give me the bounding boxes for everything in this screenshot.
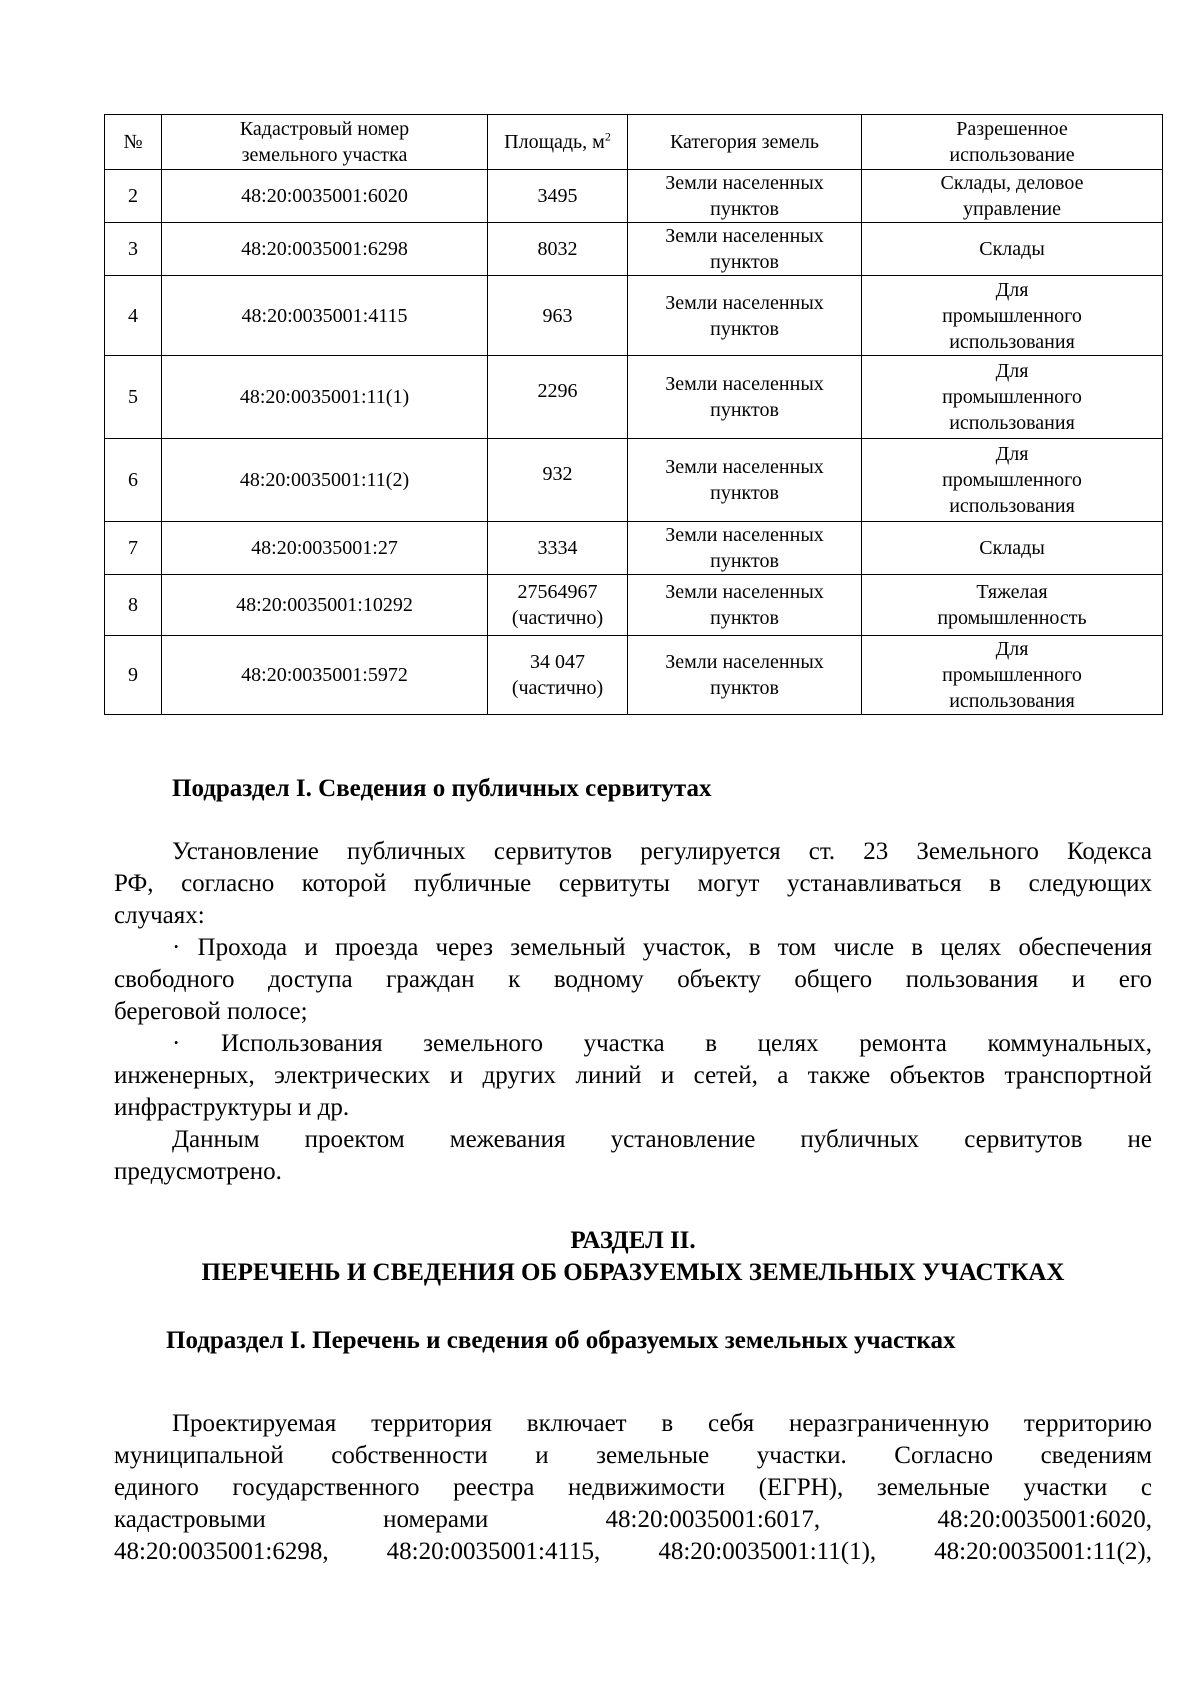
header-num: № (105, 115, 162, 170)
row-use: Для промышленного использования (862, 356, 1163, 439)
row-cadastral: 48:20:0035001:6020 (162, 170, 488, 223)
row-area: 8032 (488, 223, 628, 276)
row-category: Земли населенных пунктов (628, 439, 862, 522)
row-category: Земли населенных пунктов (628, 276, 862, 356)
row-use: Тяжелая промышленность (862, 575, 1163, 636)
text-line: Проектируемая территория включает в себя неразграниченную территорию (172, 1410, 1152, 1437)
section-2-number: РАЗДЕЛ II. (570, 1227, 696, 1254)
text-line: · Прохода и проезда через земельный участок, в том числе в целях обеспечения (172, 934, 1152, 961)
subsection-formed-plots-title: Подраздел I. Перечень и сведения об образуемых земельных участках (166, 1327, 956, 1354)
row-cadastral: 48:20:0035001:11(2) (162, 439, 488, 522)
table-row (105, 170, 1163, 223)
row-category: Земли населенных пунктов (628, 575, 862, 636)
table-row (105, 636, 1163, 715)
row-num: 6 (105, 439, 162, 522)
row-area: 2296 (488, 356, 628, 439)
text-line: · Использования земельного участка в целях ремонта коммунальных, (172, 1030, 1152, 1057)
table-row (105, 356, 1163, 439)
text-line: единого государственного реестра недвижимости (ЕГРН), земельные участки с (114, 1474, 1152, 1501)
row-cadastral: 48:20:0035001:4115 (162, 276, 488, 356)
text-line: Данным проектом межевания установление публичных сервитутов не (172, 1126, 1152, 1153)
row-num: 2 (105, 170, 162, 223)
row-area: 34 047 (частично) (488, 636, 628, 715)
text-line: РФ, согласно которой публичные сервитуты могут устанавливаться в следующих (114, 870, 1152, 897)
row-category: Земли населенных пунктов (628, 636, 862, 715)
table-row (105, 522, 1163, 575)
header-cadastral: Кадастровый номер земельного участка (162, 115, 488, 170)
row-area: 963 (488, 276, 628, 356)
row-num: 4 (105, 276, 162, 356)
row-num: 7 (105, 522, 162, 575)
header-area-unit-sup: 2 (604, 129, 611, 144)
text-line: свободного доступа граждан к водному объекту общего пользования и его (114, 966, 1152, 993)
land-plots-table (104, 114, 1163, 715)
table-header-row (105, 115, 1163, 170)
text-line: инфраструктуры и др. (114, 1094, 350, 1121)
text-line: муниципальной собственности и земельные участки. Согласно сведениям (114, 1442, 1152, 1469)
subsection-servitudes-title: Подраздел I. Сведения о публичных сервитутах (172, 775, 712, 802)
header-area-label: Площадь, м (504, 131, 605, 153)
text-line: инженерных, электрических и других линий и сетей, а также объектов транспортной (114, 1062, 1152, 1089)
table-row (105, 575, 1163, 636)
header-use: Разрешенное использование (862, 115, 1163, 170)
header-category: Категория земель (628, 115, 862, 170)
row-area: 3334 (488, 522, 628, 575)
row-cadastral: 48:20:0035001:10292 (162, 575, 488, 636)
row-cadastral: 48:20:0035001:11(1) (162, 356, 488, 439)
row-area: 27564967 (частично) (488, 575, 628, 636)
row-num: 8 (105, 575, 162, 636)
text-line: случаях: (114, 902, 205, 929)
row-cadastral: 48:20:0035001:6298 (162, 223, 488, 276)
row-category: Земли населенных пунктов (628, 356, 862, 439)
text-line: Установление публичных сервитутов регулируется ст. 23 Земельного Кодекса (172, 838, 1152, 865)
text-line: предусмотрено. (114, 1158, 282, 1185)
row-use: Склады, деловое управление (862, 170, 1163, 223)
row-num: 3 (105, 223, 162, 276)
section-2-title: ПЕРЕЧЕНЬ И СВЕДЕНИЯ ОБ ОБРАЗУЕМЫХ ЗЕМЕЛЬНЫХ УЧАСТКАХ (201, 1259, 1065, 1286)
row-cadastral: 48:20:0035001:27 (162, 522, 488, 575)
table-row (105, 276, 1163, 356)
row-category: Земли населенных пунктов (628, 170, 862, 223)
table-row (105, 223, 1163, 276)
row-use: Склады (862, 522, 1163, 575)
table-row (105, 439, 1163, 522)
row-use: Для промышленного использования (862, 276, 1163, 356)
row-cadastral: 48:20:0035001:5972 (162, 636, 488, 715)
row-area: 3495 (488, 170, 628, 223)
row-use: Для промышленного использования (862, 439, 1163, 522)
text-line: кадастровыми номерами 48:20:0035001:6017, 48:20:0035001:6020, (114, 1506, 1152, 1533)
text-line: 48:20:0035001:6298, 48:20:0035001:4115, 48:20:0035001:11(1), 48:20:0035001:11(2), (114, 1538, 1152, 1565)
row-num: 5 (105, 356, 162, 439)
text-line: береговой полосе; (114, 998, 308, 1025)
servitudes-paragraph (114, 836, 1152, 1188)
row-area: 932 (488, 439, 628, 522)
header-area (488, 115, 628, 170)
row-category: Земли населенных пунктов (628, 223, 862, 276)
row-use: Склады (862, 223, 1163, 276)
row-num: 9 (105, 636, 162, 715)
row-use: Для промышленного использования (862, 636, 1163, 715)
territory-paragraph (114, 1408, 1152, 1568)
row-category: Земли населенных пунктов (628, 522, 862, 575)
